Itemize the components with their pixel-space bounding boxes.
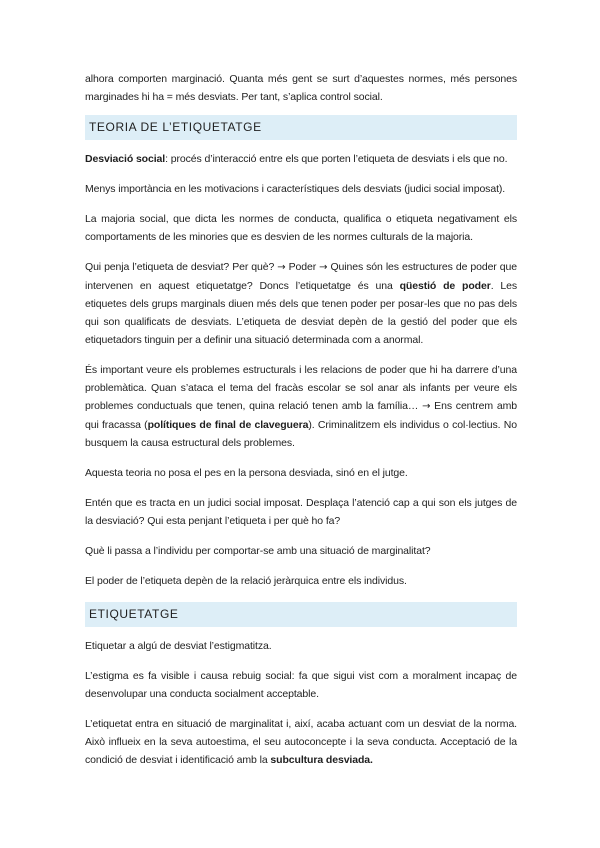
paragraph-estigma: L’estigma es fa visible i causa rebuig social: fa que sigui vist com a moralment incapaç de desenvolupar una conducta socialment acceptable. bbox=[85, 670, 517, 700]
paragraph-desviacio bbox=[85, 150, 517, 168]
text-run: Quines són les estructures de poder que intervenen en aquest etiquetatge? Doncs l’etiquetatge és una bbox=[85, 261, 517, 292]
text-run: Poder bbox=[288, 261, 317, 273]
text-run: L’etiquetat entra en situació de marginalitat i, així, acaba actuant com un desviat de la norma. Això influeix en la seva autoestima, el seu autoconcepte i la seva conducta. Acceptació de la condició de desviat i identificació amb la bbox=[85, 718, 517, 766]
arrow-right-icon: → bbox=[319, 262, 328, 273]
paragraph-poder-etiqueta: El poder de l’etiqueta depèn de la relació jeràrquica entre els individus. bbox=[85, 575, 407, 587]
paragraph-qui-penja bbox=[85, 258, 517, 349]
intro-paragraph: alhora comporten marginació. Quanta més gent se surt d’aquestes normes, més persones marginades hi ha = més desviats. Per tant, s’aplica control social. bbox=[85, 73, 517, 103]
bold-term: subcultura desviada. bbox=[270, 754, 373, 766]
section-heading-etiquetatge: ETIQUETATGE bbox=[85, 602, 517, 627]
text-run: És important veure els problemes estructurals i les relacions de poder que hi ha darrere d’una problemàtica. Quan s’ataca el tema del fracàs escolar se sol anar als infants per veure els problemes conductuals que tenen, quina relació tenen amb la família… bbox=[85, 364, 517, 412]
paragraph-enten: Entén que es tracta en un judici social imposat. Desplaça l’atenció cap a qui son els jutges de la desviació? Qui esta penjant l’etiqueta i per què ho fa? bbox=[85, 497, 517, 527]
text-run: ). Criminalitzem els individus o col·lectius. No busquem la causa estructural dels problemes. bbox=[85, 419, 517, 449]
text-run: Ens centrem amb qui fracassa ( bbox=[85, 400, 517, 431]
paragraph-menys-importancia: Menys importància en les motivacions i característiques dels desviats (judici social imposat). bbox=[85, 183, 506, 195]
arrow-right-icon: → bbox=[277, 262, 286, 273]
paragraph-etiquetar: Etiquetar a algú de desviat l’estigmatitza. bbox=[85, 640, 272, 652]
paragraph-que-li-passa: Què li passa a l’individu per comportar-se amb una situació de marginalitat? bbox=[85, 545, 431, 557]
bold-term: Desviació social bbox=[85, 153, 166, 165]
text-run: : procés d’interacció entre els que porten l’etiqueta de desviats i els que no. bbox=[165, 153, 508, 165]
text-run: . Les etiquetes dels grups marginals diuen més dels que tenen poder per posar-les que no pas dels qui son qualificats de desviats. L’etiqueta de desviat depèn de la gestió del poder que els etiquetadors tinguin per a definir una situació determinada com a anormal. bbox=[85, 280, 517, 346]
bold-term: polítiques de final de claveguera bbox=[147, 419, 309, 431]
paragraph-aquesta-teoria: Aquesta teoria no posa el pes en la persona desviada, sinó en el jutge. bbox=[85, 467, 408, 479]
paragraph-majoria-social: La majoria social, que dicta les normes de conducta, qualifica o etiqueta negativament els comportaments de les minories que es desvien de les normes culturals de la majoria. bbox=[85, 213, 517, 243]
paragraph-problemes-estructurals bbox=[85, 361, 517, 452]
bold-term: qüestió de poder bbox=[399, 280, 491, 292]
document-body bbox=[85, 70, 517, 781]
text-run: Qui penja l’etiqueta de desviat? Per què? bbox=[85, 261, 275, 273]
arrow-right-icon: → bbox=[422, 401, 431, 412]
section-heading-teoria: TEORIA DE L’ETIQUETATGE bbox=[85, 115, 517, 140]
paragraph-etiquetat bbox=[85, 715, 517, 769]
